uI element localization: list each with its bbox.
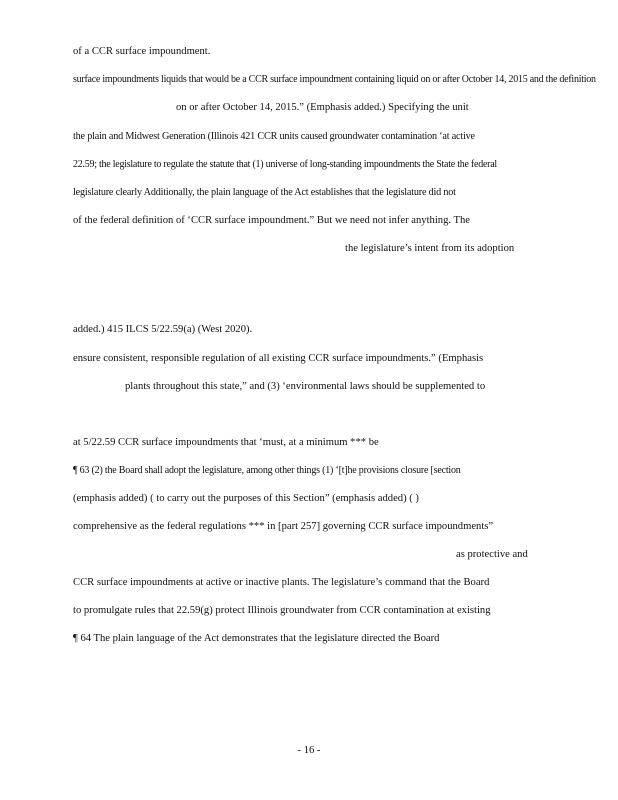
text-line-11: plants throughout this state,” and (3) ‘environmental laws should be supplemented to bbox=[125, 381, 486, 392]
text-line-10: ensure consistent, responsible regulation of all existing CCR surface impoundments.” (Emphasis bbox=[73, 353, 484, 364]
text-line-13: ¶ 63 (2) the Board shall adopt the legislature, among other things (1) ‘[t]he provisions closure [section bbox=[73, 465, 461, 476]
text-line-9: added.) 415 ILCS 5/22.59(a) (West 2020). bbox=[73, 324, 253, 335]
text-line-18: to promulgate rules that 22.59(g) protect Illinois groundwater from CCR contamination at existing bbox=[73, 605, 491, 616]
text-line-6: legislature clearly Additionally, the plain language of the Act establishes that the legislature did not bbox=[73, 187, 456, 198]
text-line-12: at 5/22.59 CCR surface impoundments that ‘must, at a minimum *** be bbox=[73, 437, 379, 448]
page-number: - 16 - bbox=[297, 745, 321, 756]
text-line-16: as protective and bbox=[456, 549, 528, 560]
text-line-15: comprehensive as the federal regulations *** in [part 257] governing CCR surface impoundments” bbox=[73, 521, 494, 532]
text-line-1: of a CCR surface impoundment. bbox=[73, 46, 211, 57]
text-line-8: the legislature’s intent from its adoption bbox=[345, 243, 515, 254]
text-line-17: CCR surface impoundments at active or inactive plants. The legislature’s command that the Board bbox=[73, 577, 490, 588]
text-line-3: on or after October 14, 2015.” (Emphasis added.) Specifying the unit bbox=[176, 102, 469, 113]
text-line-4: the plain and Midwest Generation (Illinois 421 CCR units caused groundwater contamination ‘at active bbox=[73, 131, 475, 142]
text-line-2: surface impoundments liquids that would be a CCR surface impoundment containing liquid on or after October 14, 2015 and the definition bbox=[73, 74, 596, 85]
text-line-14: (emphasis added) ( to carry out the purposes of this Section” (emphasis added) ( ) bbox=[73, 493, 419, 504]
text-line-19: ¶ 64 The plain language of the Act demonstrates that the legislature directed the Board bbox=[73, 633, 440, 644]
text-line-7: of the federal definition of ‘CCR surface impoundment.” But we need not infer anything. The bbox=[73, 215, 470, 226]
text-line-5: 22.59; the legislature to regulate the statute that (1) universe of long-standing impoundments the State the federal bbox=[73, 159, 497, 170]
